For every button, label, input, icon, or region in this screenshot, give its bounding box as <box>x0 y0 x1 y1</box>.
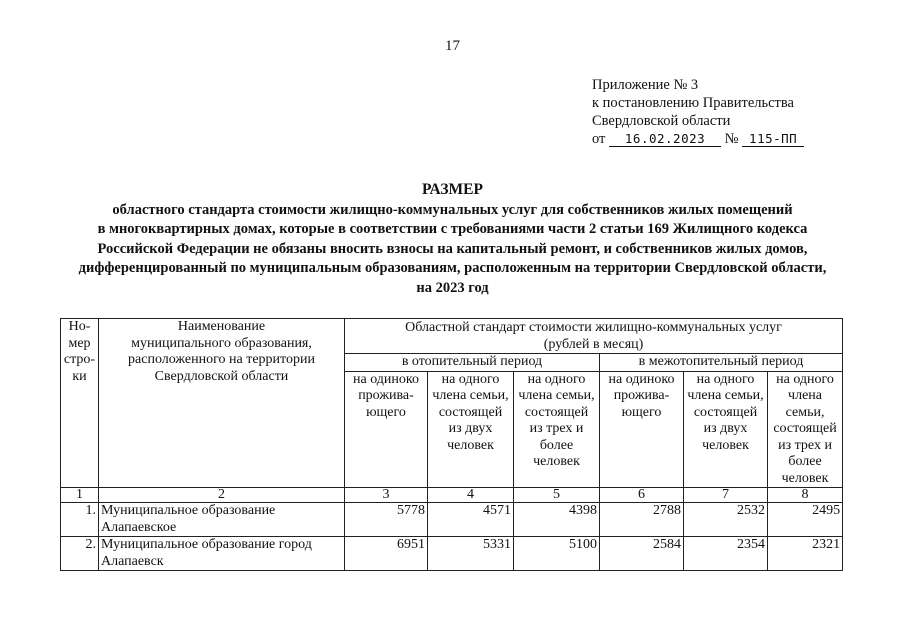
row-index: 1. <box>61 503 99 537</box>
column-number: 5 <box>514 488 600 503</box>
heading-line: Российской Федерации не обязаны вносить взносы на капитальный ремонт, и собственников жилых домов, <box>97 240 808 257</box>
appendix-block <box>592 76 804 148</box>
header-non-heating-period: в межотопительный период <box>600 354 843 372</box>
header-single-resident: на одиноко прожива- ющего <box>600 371 684 488</box>
header-single-resident: на одиноко прожива- ющего <box>345 371 428 488</box>
value-cell: 5778 <box>345 503 428 537</box>
appendix-line: Свердловской области <box>592 113 731 129</box>
heading-line: на 2023 год <box>416 279 489 296</box>
column-numbers-row <box>61 488 843 503</box>
header-two-person-family: на одного члена семьи, состоящей из двух человек <box>428 371 514 488</box>
value-cell: 6951 <box>345 537 428 571</box>
value-cell: 2495 <box>768 503 843 537</box>
header-heating-period: в отопительный период <box>345 354 600 372</box>
column-number: 1 <box>61 488 99 503</box>
cost-standard-table <box>60 318 843 571</box>
appendix-date-line <box>592 130 804 148</box>
column-number: 3 <box>345 488 428 503</box>
column-number: 8 <box>768 488 843 503</box>
value-cell: 2532 <box>684 503 768 537</box>
header-standard: Областной стандарт стоимости жилищно-коммунальных услуг (рублей в месяц) <box>345 319 843 354</box>
number-prefix: № <box>724 131 739 147</box>
value-cell: 5100 <box>514 537 600 571</box>
value-cell: 2584 <box>600 537 684 571</box>
row-index: 2. <box>61 537 99 571</box>
page-number: 17 <box>445 38 460 54</box>
decree-date: 16.02.2023 <box>609 132 721 147</box>
column-number: 2 <box>99 488 345 503</box>
value-cell: 4571 <box>428 503 514 537</box>
header-row-number: Но- мер стро- ки <box>61 319 99 488</box>
column-number: 6 <box>600 488 684 503</box>
date-prefix: от <box>592 131 606 147</box>
value-cell: 2321 <box>768 537 843 571</box>
appendix-line: к постановлению Правительства <box>592 95 794 111</box>
heading-line: в многоквартирных домах, которые в соответствии с требованиями части 2 статьи 169 Жилищного кодекса <box>97 221 808 237</box>
column-number: 7 <box>684 488 768 503</box>
value-cell: 5331 <box>428 537 514 571</box>
header-three-plus-family: на одного члена семьи, состоящей из трех и более человек <box>514 371 600 488</box>
document-heading <box>40 180 865 298</box>
header-municipality-name: Наименование муниципального образования, расположенного на территории Свердловской области <box>99 319 345 488</box>
value-cell: 4398 <box>514 503 600 537</box>
table-row <box>61 537 843 571</box>
value-cell: 2354 <box>684 537 768 571</box>
column-number: 4 <box>428 488 514 503</box>
heading-line: дифференцированный по муниципальным образованиям, расположенным на территории Свердловской области, <box>78 260 827 276</box>
decree-number: 115-ПП <box>742 132 804 147</box>
municipality-name: Муниципальное образование город Алапаевск <box>99 537 345 571</box>
header-three-plus-family: на одного члена семьи, состоящей из трех и более человек <box>768 371 843 488</box>
value-cell: 2788 <box>600 503 684 537</box>
header-two-person-family: на одного члена семьи, состоящей из двух человек <box>684 371 768 488</box>
table-row <box>61 503 843 537</box>
municipality-name: Муниципальное образование Алапаевское <box>99 503 345 537</box>
appendix-title: Приложение № 3 <box>592 77 699 93</box>
heading-line: областного стандарта стоимости жилищно-коммунальных услуг для собственников жилых помещений <box>112 201 793 218</box>
heading-title: РАЗМЕР <box>422 181 483 198</box>
